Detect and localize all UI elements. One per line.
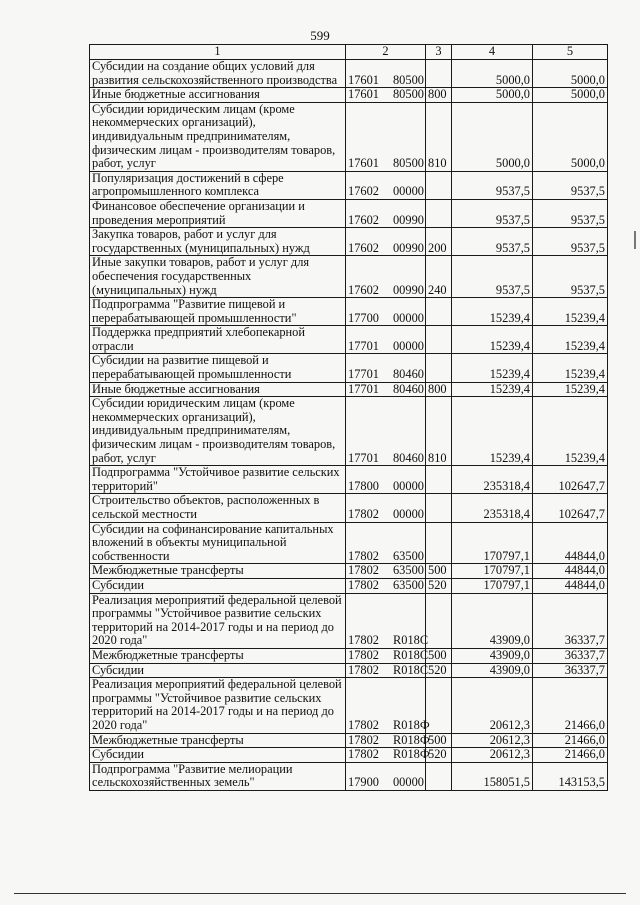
- row-amount-1: 43909,0: [452, 593, 533, 648]
- column-header: 3: [426, 45, 452, 60]
- row-code: [346, 578, 426, 593]
- row-amount-2: 15239,4: [533, 382, 608, 397]
- row-amount-1: 235318,4: [452, 494, 533, 522]
- row-expense-type: 200: [426, 228, 452, 256]
- row-code: [346, 228, 426, 256]
- row-code-program: 17700: [348, 310, 379, 325]
- row-code-direction: 00000: [392, 775, 424, 790]
- row-amount-1: 235318,4: [452, 466, 533, 494]
- row-code: [346, 466, 426, 494]
- row-name: Иные бюджетные ассигнования: [90, 88, 346, 103]
- row-amount-2: 143153,5: [533, 762, 608, 790]
- row-amount-2: 21466,0: [533, 733, 608, 748]
- row-code: [346, 382, 426, 397]
- row-amount-1: 15239,4: [452, 397, 533, 466]
- row-expense-type: [426, 60, 452, 88]
- row-code-direction: 80500: [392, 156, 424, 171]
- row-expense-type: [426, 171, 452, 199]
- row-code: [346, 593, 429, 648]
- row-code-program: 17701: [348, 381, 379, 396]
- row-amount-2: 5000,0: [533, 60, 608, 88]
- row-expense-type: [426, 762, 452, 790]
- row-amount-2: 9537,5: [533, 199, 608, 227]
- row-name: Строительство объектов, расположенных в сельской местности: [90, 494, 346, 522]
- row-code: [346, 298, 426, 326]
- row-name: Подпрограмма "Развитие пищевой и перерабатывающей промышленности": [90, 298, 346, 326]
- table-row: [90, 326, 608, 354]
- row-amount-2: 5000,0: [533, 102, 608, 171]
- row-code-program: 17802: [348, 507, 379, 521]
- table-row: [90, 593, 608, 648]
- scan-edge-mark: [634, 231, 636, 249]
- row-amount-1: 5000,0: [452, 102, 533, 171]
- row-amount-1: 15239,4: [452, 298, 533, 326]
- row-name: Межбюджетные трансферты: [90, 733, 346, 748]
- row-amount-1: 9537,5: [452, 256, 533, 298]
- row-code-direction: 00000: [392, 310, 424, 325]
- row-code-direction: 00000: [392, 507, 424, 521]
- row-code-direction: 63500: [392, 577, 424, 592]
- row-code: [346, 564, 426, 579]
- row-code-program: 17802: [348, 548, 379, 563]
- row-amount-2: 15239,4: [533, 326, 608, 354]
- row-code-direction: R018Ф: [392, 732, 430, 747]
- row-code: [346, 199, 426, 227]
- row-amount-1: 20612,3: [452, 733, 533, 748]
- page-bottom-rule: [14, 893, 626, 894]
- row-expense-type: [426, 298, 452, 326]
- row-expense-type: [426, 466, 452, 494]
- table-row: [90, 60, 608, 88]
- row-amount-1: 9537,5: [452, 228, 533, 256]
- row-code-program: 17602: [348, 282, 379, 297]
- row-code: [346, 60, 426, 88]
- row-expense-type: 500: [426, 733, 452, 748]
- row-code-program: 17601: [348, 72, 379, 87]
- row-code-program: 17602: [348, 184, 379, 199]
- row-name: Реализация мероприятий федеральной целевой программы "Устойчивое развитие сельских территорий на 2014-2017 годы и на период до 2020 года": [90, 678, 346, 733]
- table-row: [90, 382, 608, 397]
- row-amount-2: 9537,5: [533, 171, 608, 199]
- row-amount-1: 170797,1: [452, 578, 533, 593]
- table-row: [90, 88, 608, 103]
- row-code-program: 17701: [348, 450, 379, 465]
- row-code-direction: 80460: [392, 450, 424, 465]
- row-expense-type: [426, 354, 452, 382]
- row-name: Закупка товаров, работ и услуг для государственных (муниципальных) нужд: [90, 228, 346, 256]
- row-amount-1: 5000,0: [452, 88, 533, 103]
- row-amount-1: 15239,4: [452, 354, 533, 382]
- table-body: [90, 60, 608, 791]
- column-header: 4: [452, 45, 533, 60]
- row-expense-type: 500: [426, 564, 452, 579]
- row-code-program: 17802: [348, 662, 379, 677]
- row-name: Субсидии: [90, 578, 346, 593]
- column-header: 2: [346, 45, 426, 60]
- table-row: [90, 733, 608, 748]
- row-name: Субсидии: [90, 663, 346, 678]
- row-amount-1: 170797,1: [452, 522, 533, 564]
- row-name: Межбюджетные трансферты: [90, 564, 346, 579]
- row-amount-1: 43909,0: [452, 648, 533, 663]
- row-name: Иные бюджетные ассигнования: [90, 382, 346, 397]
- row-code-program: 17802: [348, 577, 379, 592]
- row-amount-1: 158051,5: [452, 762, 533, 790]
- row-code-program: 17601: [348, 87, 379, 102]
- row-amount-2: 9537,5: [533, 228, 608, 256]
- table-row: [90, 354, 608, 382]
- table-row: [90, 648, 608, 663]
- row-name: Субсидии на развитие пищевой и перерабатывающей промышленности: [90, 354, 346, 382]
- row-code: [346, 88, 426, 103]
- row-expense-type: 520: [426, 663, 452, 678]
- table-row: [90, 256, 608, 298]
- page-number: 599: [310, 28, 330, 43]
- table-row: [90, 678, 608, 733]
- row-code-direction: R018C: [392, 662, 429, 677]
- row-expense-type: 240: [426, 256, 452, 298]
- row-code-direction: R018C: [392, 633, 429, 648]
- row-code-program: 17802: [348, 647, 379, 662]
- row-code: [346, 732, 430, 748]
- row-code: [346, 522, 426, 564]
- table-row: [90, 199, 608, 227]
- row-expense-type: 520: [426, 748, 452, 763]
- row-code: [346, 354, 426, 382]
- table-row: [90, 171, 608, 199]
- budget-table: [89, 44, 608, 791]
- row-amount-2: 15239,4: [533, 354, 608, 382]
- row-amount-1: 15239,4: [452, 326, 533, 354]
- row-name: Субсидии юридическим лицам (кроме некоммерческих организаций), индивидуальным предпринимателям, физическим лицам - производителям товаров, работ, услуг: [90, 397, 346, 466]
- table-row: [90, 762, 608, 790]
- row-amount-1: 20612,3: [452, 678, 533, 733]
- row-name: Субсидии: [90, 748, 346, 763]
- row-name: Субсидии юридическим лицам (кроме некоммерческих организаций), индивидуальным предпринимателям, физическим лицам - производителям товаров, работ, услуг: [90, 102, 346, 171]
- row-code-direction: 80500: [392, 72, 424, 87]
- row-code-direction: 00000: [392, 478, 424, 493]
- row-amount-2: 21466,0: [533, 678, 608, 733]
- row-amount-2: 15239,4: [533, 397, 608, 466]
- row-amount-1: 170797,1: [452, 564, 533, 579]
- row-code-direction: 80460: [392, 381, 424, 396]
- row-amount-2: 5000,0: [533, 88, 608, 103]
- row-amount-1: 15239,4: [452, 382, 533, 397]
- row-amount-1: 20612,3: [452, 748, 533, 763]
- row-code-direction: 63500: [392, 548, 424, 563]
- table-row: [90, 663, 608, 678]
- table-row: [90, 522, 608, 564]
- row-code-program: 17802: [348, 732, 379, 747]
- row-code-program: 17602: [348, 212, 379, 227]
- row-code-program: 17701: [348, 367, 379, 382]
- table-row: [90, 228, 608, 256]
- row-code-direction: 80460: [392, 367, 424, 382]
- row-code-program: 17802: [348, 717, 379, 732]
- row-amount-2: 102647,7: [533, 494, 608, 522]
- row-code-direction: 80500: [392, 87, 424, 102]
- row-code-direction: 00990: [392, 240, 424, 255]
- row-code-direction: 63500: [392, 563, 424, 578]
- row-expense-type: 810: [426, 397, 452, 466]
- table-row: [90, 564, 608, 579]
- row-expense-type: 800: [426, 382, 452, 397]
- row-code: [346, 647, 429, 663]
- row-expense-type: [426, 494, 452, 522]
- row-name: Субсидии на создание общих условий для развития сельскохозяйственного производства: [90, 60, 346, 88]
- row-expense-type: 810: [426, 102, 452, 171]
- row-code-program: 17802: [348, 633, 379, 648]
- row-amount-2: 15239,4: [533, 298, 608, 326]
- row-code-program: 17800: [348, 478, 379, 493]
- row-expense-type: [426, 326, 452, 354]
- row-amount-2: 44844,0: [533, 522, 608, 564]
- table-row: [90, 102, 608, 171]
- row-amount-2: 9537,5: [533, 256, 608, 298]
- row-code: [346, 397, 426, 466]
- table-row: [90, 494, 608, 522]
- column-header: 5: [533, 45, 608, 60]
- row-expense-type: 800: [426, 88, 452, 103]
- row-code: [346, 678, 430, 733]
- row-amount-1: 5000,0: [452, 60, 533, 88]
- table-row: [90, 748, 608, 763]
- table-row: [90, 298, 608, 326]
- column-header-row: [90, 45, 608, 60]
- row-code-program: 17601: [348, 156, 379, 171]
- row-amount-1: 9537,5: [452, 199, 533, 227]
- row-code-program: 17602: [348, 240, 379, 255]
- table-row: [90, 466, 608, 494]
- row-amount-2: 21466,0: [533, 748, 608, 763]
- row-code: [346, 102, 426, 171]
- row-name: Субсидии на софинансирование капитальных вложений в объекты муниципальной собственности: [90, 522, 346, 564]
- row-code-direction: 00990: [392, 212, 424, 227]
- row-expense-type: [426, 593, 452, 648]
- row-code-program: 17802: [348, 747, 379, 762]
- row-name: Межбюджетные трансферты: [90, 648, 346, 663]
- row-expense-type: [426, 199, 452, 227]
- row-code-program: 17802: [348, 563, 379, 578]
- row-name: Реализация мероприятий федеральной целевой программы "Устойчивое развитие сельских территорий на 2014-2017 годы и на период до 2020 года": [90, 593, 346, 648]
- row-code-direction: 00000: [392, 184, 424, 199]
- row-name: Подпрограмма "Устойчивое развитие сельских территорий": [90, 466, 346, 494]
- row-code-program: 17900: [348, 775, 379, 790]
- row-code: [346, 762, 426, 790]
- row-amount-2: 44844,0: [533, 578, 608, 593]
- row-code-direction: R018C: [392, 647, 429, 662]
- row-amount-1: 9537,5: [452, 171, 533, 199]
- row-code-direction: 00990: [392, 282, 424, 297]
- row-amount-2: 36337,7: [533, 593, 608, 648]
- row-code-direction: R018Ф: [392, 747, 430, 762]
- row-code: [346, 747, 430, 763]
- row-name: Популяризация достижений в сфере агропромышленного комплекса: [90, 171, 346, 199]
- row-amount-2: 44844,0: [533, 564, 608, 579]
- row-amount-2: 102647,7: [533, 466, 608, 494]
- row-amount-2: 36337,7: [533, 663, 608, 678]
- row-code-program: 17701: [348, 338, 379, 353]
- table-row: [90, 397, 608, 466]
- row-code: [346, 171, 426, 199]
- row-code: [346, 256, 426, 298]
- row-code: [346, 326, 426, 354]
- row-name: Иные закупки товаров, работ и услуг для обеспечения государственных (муниципальных) нужд: [90, 256, 346, 298]
- row-expense-type: 500: [426, 648, 452, 663]
- row-code-direction: R018Ф: [392, 717, 430, 732]
- row-expense-type: [426, 522, 452, 564]
- row-amount-2: 36337,7: [533, 648, 608, 663]
- row-name: Подпрограмма "Развитие мелиорации сельскохозяйственных земель": [90, 762, 346, 790]
- column-header: 1: [90, 45, 346, 60]
- row-code: [346, 494, 426, 522]
- row-code: [346, 662, 429, 678]
- row-expense-type: 520: [426, 578, 452, 593]
- row-amount-1: 43909,0: [452, 663, 533, 678]
- table-row: [90, 578, 608, 593]
- row-name: Финансовое обеспечение организации и проведения мероприятий: [90, 199, 346, 227]
- row-code-direction: 00000: [392, 338, 424, 353]
- row-name: Поддержка предприятий хлебопекарной отрасли: [90, 326, 346, 354]
